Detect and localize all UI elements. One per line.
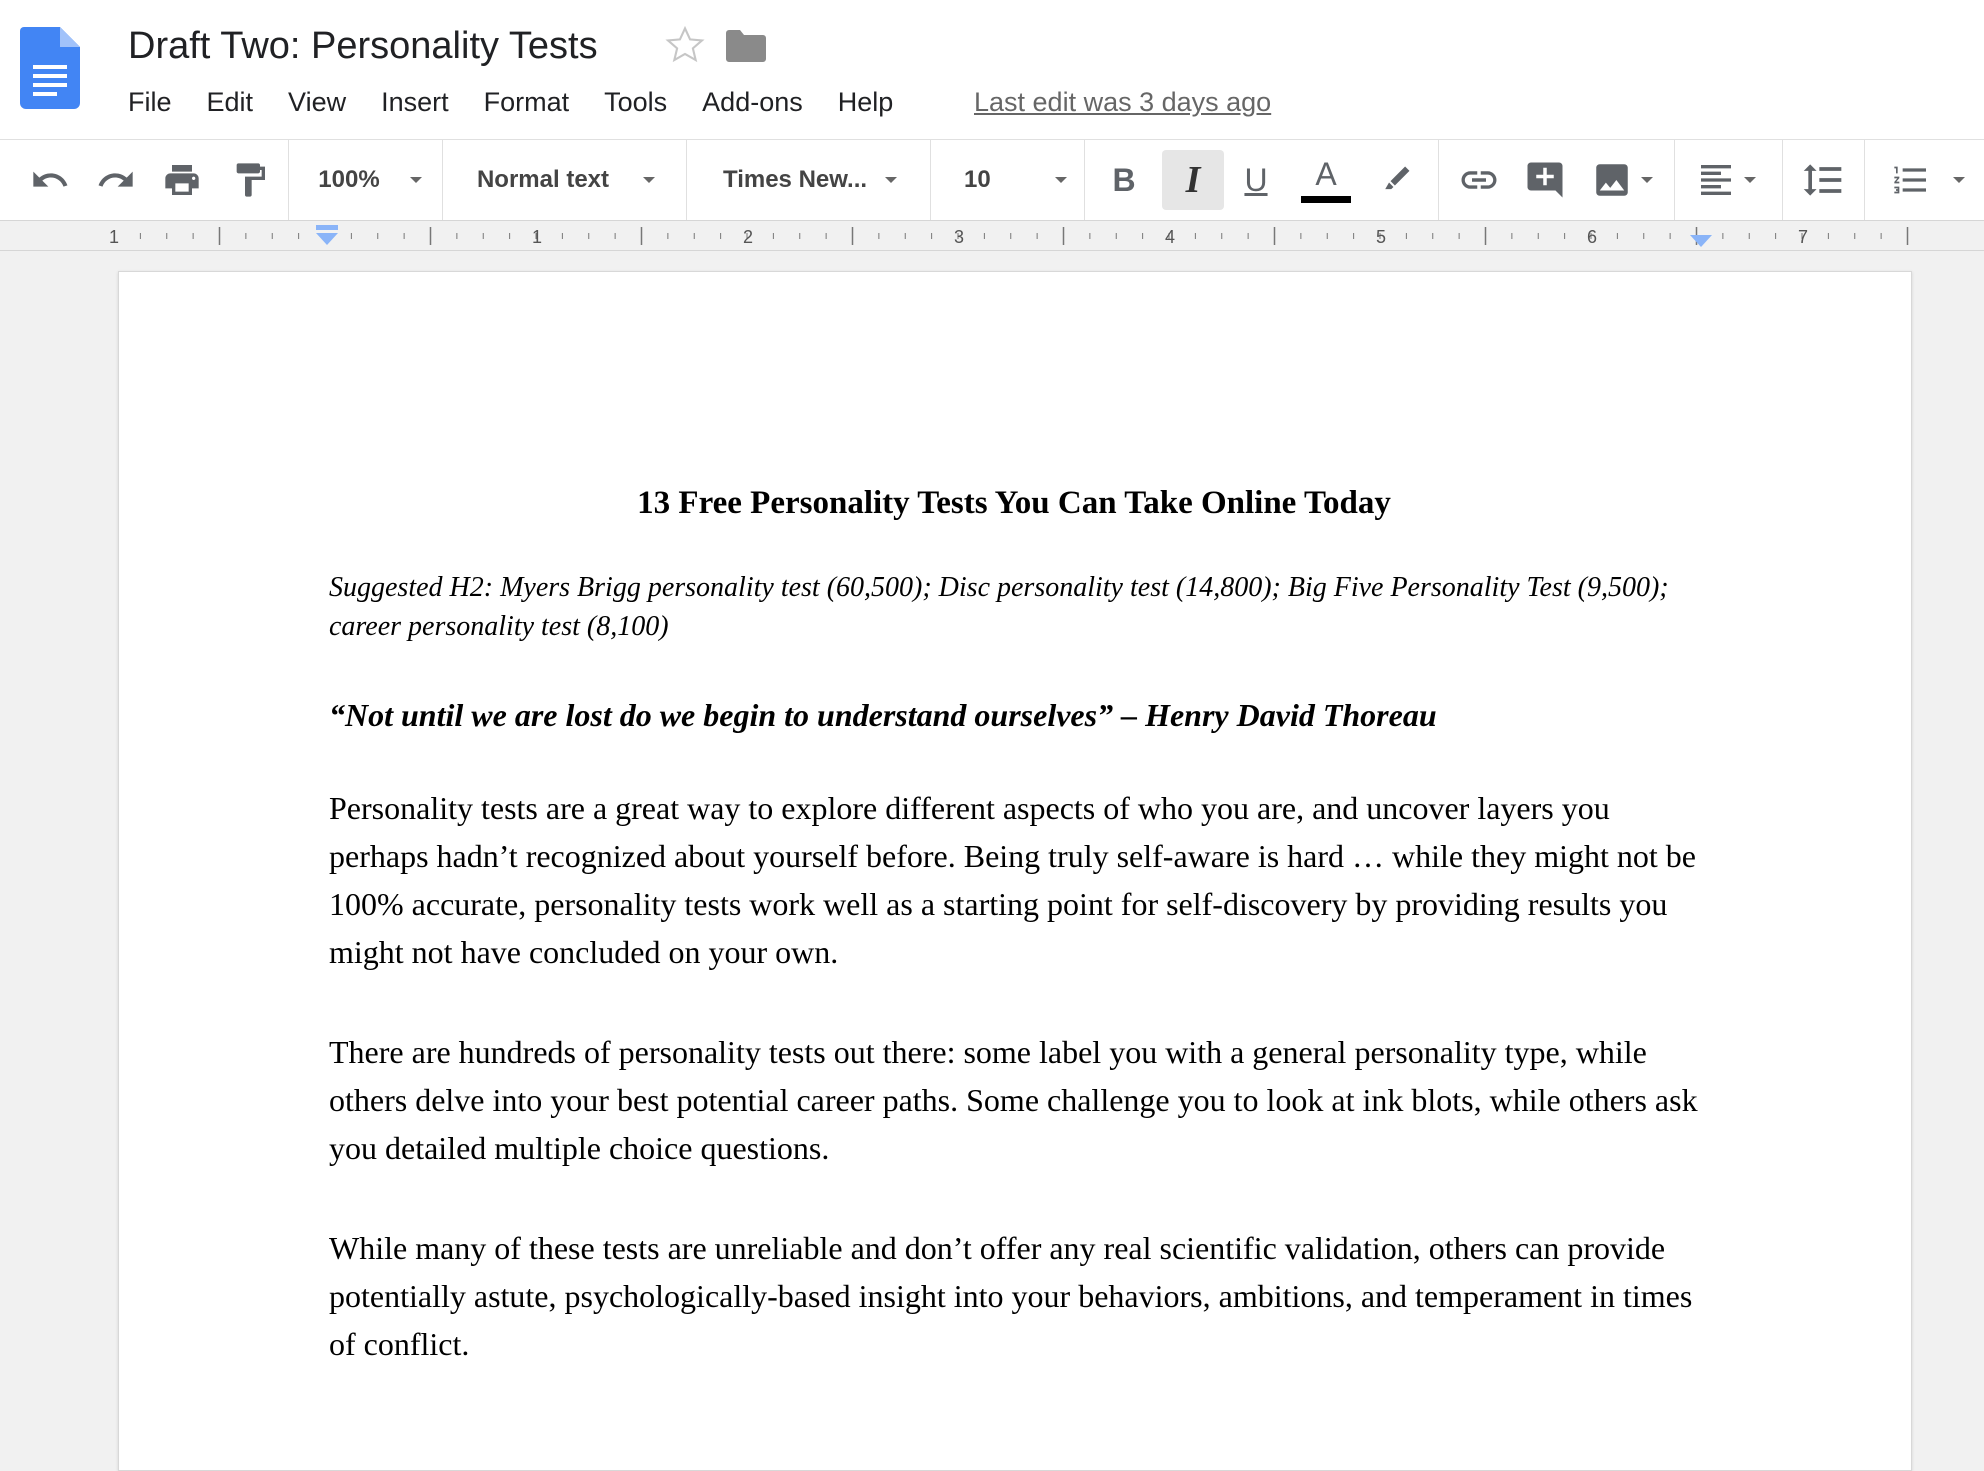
body-paragraph[interactable]: There are hundreds of personality tests out there: some label you with a general personality type, while others delve into your best potential career paths. Some challenge you to look at ink blots, while others ask you detailed multiple choice questions.	[329, 1034, 1698, 1166]
highlight-color-button[interactable]	[1368, 140, 1424, 220]
ruler[interactable]	[0, 221, 1984, 251]
menu-file[interactable]: File	[128, 86, 172, 117]
link-icon	[1458, 159, 1500, 201]
print-button[interactable]	[154, 140, 210, 220]
document-page[interactable]	[118, 271, 1912, 1471]
star-icon[interactable]	[664, 24, 706, 66]
left-indent-marker[interactable]	[316, 225, 338, 245]
right-indent-marker[interactable]	[1690, 235, 1712, 247]
app-header	[0, 0, 1984, 139]
document-heading[interactable]: 13 Free Personality Tests You Can Take Online Today	[637, 485, 1391, 521]
toolbar-separator	[1674, 140, 1675, 220]
paragraph-style-value: Normal text	[476, 166, 610, 193]
toolbar-separator	[442, 140, 443, 220]
zoom-select[interactable]	[300, 140, 440, 220]
ruler-label: 5	[1375, 227, 1387, 247]
italic-button[interactable]	[1162, 150, 1224, 210]
add-comment-icon	[1524, 159, 1566, 201]
chevron-down-icon	[1055, 177, 1067, 183]
ruler-label: 6	[1586, 227, 1598, 247]
document-title[interactable]: Draft Two: Personality Tests	[128, 25, 598, 67]
italic-label: I	[1185, 159, 1201, 201]
chevron-down-icon	[1744, 177, 1756, 183]
bold-label: B	[1112, 161, 1136, 198]
quote-line[interactable]: “Not until we are lost do we begin to understand ourselves” – Henry David Thoreau	[329, 697, 1437, 733]
toolbar-separator	[288, 140, 289, 220]
body-paragraph[interactable]: Personality tests are a great way to explore different aspects of who you are, and uncover layers you perhaps hadn’t recognized about yourself before. Being truly self-aware is hard … while they might not be 100% accurate, personality tests work well as a starting point for self-discovery by providing results you might not have concluded on your own.	[329, 790, 1696, 970]
zoom-value: 100%	[318, 166, 380, 193]
highlighter-icon	[1377, 161, 1415, 199]
font-size-select[interactable]	[940, 140, 1080, 220]
menu-view[interactable]: View	[288, 86, 347, 117]
toolbar-separator	[686, 140, 687, 220]
font-value: Times New...	[722, 166, 868, 193]
chevron-down-icon	[885, 177, 897, 183]
paragraph-style-select[interactable]	[456, 140, 676, 220]
chevron-down-icon	[410, 177, 422, 183]
toolbar-separator	[1864, 140, 1865, 220]
align-button[interactable]	[1686, 140, 1766, 220]
text-color-button[interactable]	[1298, 140, 1354, 220]
text-color-swatch	[1301, 196, 1351, 203]
menu-format[interactable]: Format	[483, 86, 570, 117]
toolbar-separator	[1782, 140, 1783, 220]
line-spacing-button[interactable]	[1794, 140, 1852, 220]
align-left-icon	[1696, 160, 1736, 200]
suggested-h2-note[interactable]: Suggested H2: Myers Brigg personality test (60,500); Disc personality test (14,800); Big Five Personality Test (9,500); career personality test (8,100)	[329, 572, 1669, 642]
document-body[interactable]	[329, 482, 1699, 1368]
print-icon	[162, 160, 202, 200]
redo-button[interactable]	[88, 140, 144, 220]
chevron-down-icon	[1641, 177, 1653, 183]
google-docs-logo-icon[interactable]	[20, 27, 80, 109]
add-comment-button[interactable]	[1516, 140, 1574, 220]
menu-help[interactable]: Help	[837, 86, 894, 117]
body-paragraph[interactable]: While many of these tests are unreliable and don’t offer any real scientific validation, others can provide potentially astute, psychologically-based insight into your behaviors, ambitions, and temperament in times of conflict.	[329, 1230, 1693, 1362]
menu-bar	[128, 82, 928, 122]
font-size-value: 10	[964, 166, 991, 193]
font-select[interactable]	[700, 140, 920, 220]
menu-add-ons[interactable]: Add-ons	[702, 86, 803, 117]
numbered-list-button[interactable]	[1876, 140, 1980, 220]
toolbar-separator	[1084, 140, 1085, 220]
chevron-down-icon	[1953, 177, 1965, 183]
ruler-label: 4	[1164, 227, 1176, 247]
undo-icon	[30, 160, 70, 200]
document-canvas[interactable]	[0, 251, 1984, 1378]
text-color-label: A	[1315, 155, 1337, 192]
paint-format-button[interactable]	[222, 140, 278, 220]
menu-edit[interactable]: Edit	[206, 86, 254, 117]
chevron-down-icon	[643, 177, 655, 183]
bold-button[interactable]	[1098, 140, 1150, 220]
line-spacing-icon	[1801, 158, 1845, 202]
redo-icon	[96, 160, 136, 200]
insert-image-button[interactable]	[1582, 140, 1662, 220]
ruler-label: 1	[108, 227, 120, 247]
undo-button[interactable]	[22, 140, 78, 220]
menu-tools[interactable]: Tools	[604, 86, 668, 117]
numbered-list-icon	[1891, 160, 1931, 200]
ruler-label: 7	[1797, 227, 1809, 247]
folder-icon[interactable]	[726, 30, 766, 62]
last-edit-link[interactable]: Last edit was 3 days ago	[974, 87, 1272, 117]
menu-insert[interactable]: Insert	[381, 86, 449, 117]
toolbar-separator	[930, 140, 931, 220]
ruler-label: 2	[742, 227, 754, 247]
insert-image-icon	[1591, 159, 1633, 201]
insert-link-button[interactable]	[1450, 140, 1508, 220]
underline-label: U	[1244, 161, 1268, 198]
toolbar	[0, 139, 1984, 221]
toolbar-separator	[1438, 140, 1439, 220]
ruler-ticks	[0, 221, 1984, 251]
paint-format-icon	[230, 160, 270, 200]
ruler-label: 1	[531, 227, 543, 247]
ruler-label: 3	[953, 227, 965, 247]
underline-button[interactable]	[1230, 140, 1282, 220]
